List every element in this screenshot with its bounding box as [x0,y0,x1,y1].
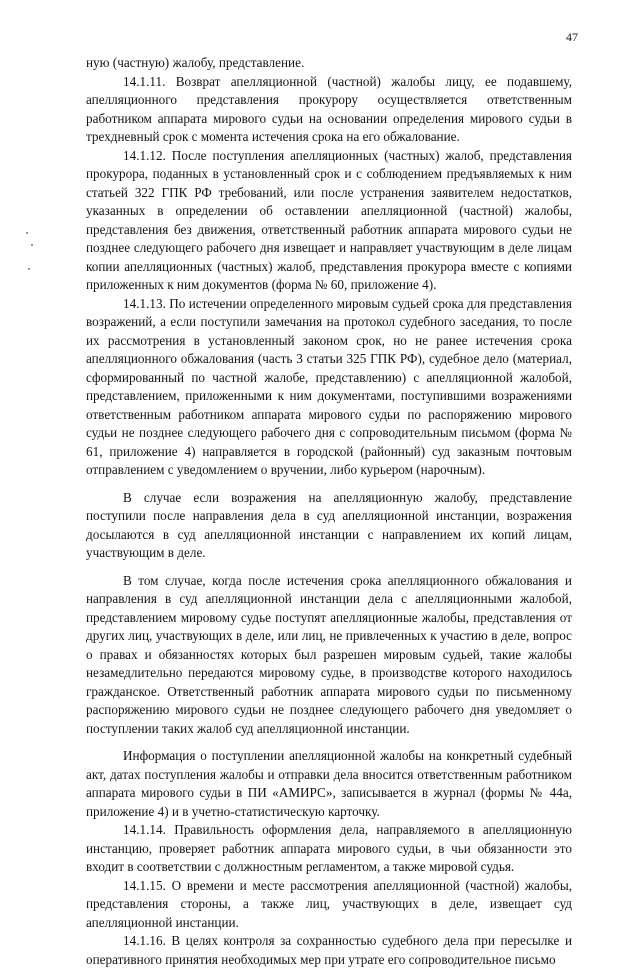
paragraph-14-1-13: 14.1.13. По истечении определенного мировым судьей срока для представления возражений, а если поступили замечания на протокол судебного заседания, то после их рассмотрения в установленный законом срок, но не ранее истечения срока апелляционного обжалования (часть 3 статьи 325 ГПК РФ), судебное дело (материал, сформированный по частной жалобе, представлению) с апелляционной жалобой, представлением, приложенными к ним документами, поступившими возражениями ответственным работником аппарата мирового судьи по распоряжению мирового судьи не позднее следующего рабочего дня с сопроводительным письмом (форма № 61, приложение 4) направляется в городской (районный) суд заказным почтовым отправлением с уведомлением о вручении, либо курьером (нарочным). [86,295,572,477]
page-number: 47 [566,30,578,44]
paragraph-14-1-12: 14.1.12. После поступления апелляционных (частных) жалоб, представления прокурора, поданных в установленный срок и с соблюдением предъявляемых к ним статьей 322 ГПК РФ требований, или после устранения заявителем недостатков, указанных в определении об оставлении апелляционной (частной) жалобы, представления без движения, ответственный работник аппарата мирового судьи не позднее следующего рабочего дня извещает и направляет участвующим в деле лицам копии апелляционных (частных) жалоб, представления прокурора вместе с копиями приложенных к ним документов (форма № 60, приложение 4). [86,147,572,292]
paragraph-continuation: ную (частную) жалобу, представление. [86,55,305,70]
paragraph-14-1-16: 14.1.16. В целях контроля за сохранностью судебного дела при пересылке и оперативного принятия необходимых мер при утрате его сопроводительное письмо [86,933,572,967]
paragraph-14-1-11: 14.1.11. Возврат апелляционной (частной) жалобы лицу, ее подавшему, апелляционного представления прокурору осуществляется ответственным работником аппарата мирового судьи на основании определения мирового судьи в трехдневный срок с момента истечения срока на его обжалование. [86,73,572,144]
paragraph-amirs-info: Информация о поступлении апелляционной жалобы на конкретный судебный акт, датах поступления жалобы и отправки дела вносится ответственным работником аппарата мирового судьи в ПИ «АМИРС», записывается в журнал (формы № 44а, приложение 4) и в учетно-статистическую карточку. [86,748,572,819]
paragraph-14-1-15: 14.1.15. О времени и месте рассмотрения апелляционной (частной) жалобы, представления стороны, а также лиц, участвующих в деле, извещает суд апелляционной инстанции. [86,877,572,930]
scan-speck [31,244,33,246]
paragraph-late-appeals: В том случае, когда после истечения срока апелляционного обжалования и направления в суд апелляционной инстанции дела с апелляционными жалобой, представлением мировому судье поступят апелляционные жалобы, представления от других лиц, участвующих в деле, или лиц, не привлеченных к участию в деле, вопрос о правах и обязанностях которых был разрешен мировым судьей, такие жалобы незамедлительно передаются мировому судье, в производстве которого находилось гражданское. Ответственный работник аппарата мирового судьи по письменному распоряжению мирового судьи не позднее следующего рабочего дня уведомляет о поступлении таких жалоб суд апелляционной инстанции. [86,572,572,736]
paragraph-objections: В случае если возражения на апелляционную жалобу, представление поступили после направления дела в суд апелляционной инстанции, возражения досылаются в суд апелляционной инстанции с направлением их копий лицам, участвующим в деле. [86,489,572,560]
document-body [86,54,572,969]
scan-speck [28,268,30,270]
scan-speck [26,232,28,234]
paragraph-14-1-14: 14.1.14. Правильность оформления дела, направляемого в апелляционную инстанцию, проверяет работник аппарата мирового судьи, в чьи обязанности это входит в соответствии с должностным регламентом, а также мировой судья. [86,822,572,874]
